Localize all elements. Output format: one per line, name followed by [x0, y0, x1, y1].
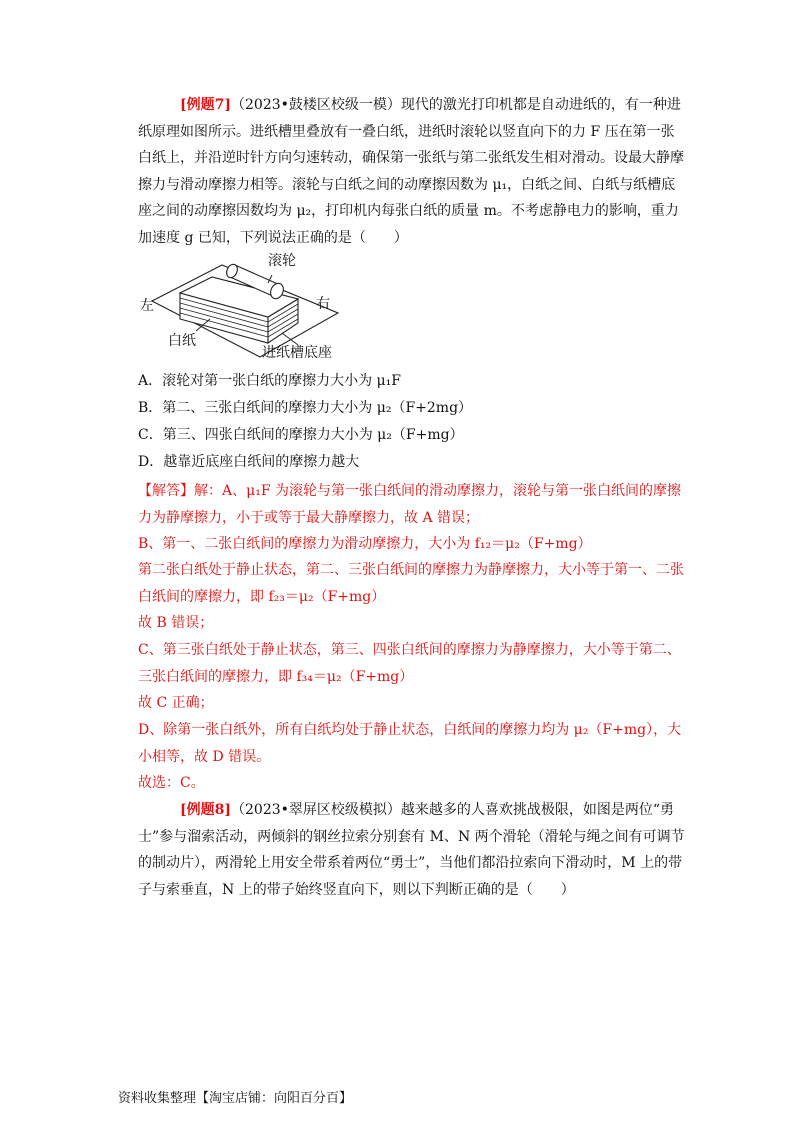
answer-b1: B、第一、二张白纸间的摩擦力为滑动摩擦力，大小为 f₁₂＝μ₂（F+mg）	[138, 536, 592, 552]
example8-text: （2023•翠屏区校级模拟）越来越多的人喜欢挑战极限，如图是两位“勇士”参与溜索活动，两倾斜的钢丝拉索分别套有 M、N 两个滑轮（滑轮与绳之间有可调节的制动片），两滑轮上用安全带系着两位“勇士”，当他们都沿拉索向下滑动时，M 上的带子与索垂直，N 上的带子始终竖直向下，则以下判断正确的是（ ）	[138, 802, 685, 898]
answer-c1: C、第三张白纸处于静止状态，第三、四张白纸间的摩擦力为静摩擦力，大小等于第二、三张白纸间的摩擦力，即 f₃₄＝μ₂（F+mg）	[138, 642, 681, 685]
answer-a	[138, 478, 686, 531]
option-b: B．第二、三张白纸间的摩擦力大小为 μ₂（F+2mg）	[138, 400, 473, 416]
footer-note: 资料收集整理【淘宝店铺：向阳百分百】	[118, 1091, 353, 1106]
example7-text: （2023•鼓楼区校级一模）现代的激光打印机都是自动进纸的，有一种进纸原理如图所示。进纸槽里叠放有一叠白纸，进纸时滚轮以竖直向下的力 F 压在第一张白纸上，并沿逆时针方向匀速转动，确保第一张纸与第二张纸发生相对滑动。设最大静摩擦力与滑动摩擦力相等。滚轮与白纸之间的动摩擦因数为 μ₁，白纸之间、白纸与纸槽底座之间的动摩擦因数均为 μ₂，打印机内每张白纸的质量 m。不考虑静电力的影响，重力加速度 g 已知，下列说法正确的是（ ）	[138, 97, 684, 246]
example7-tag: [例题7]	[180, 97, 231, 113]
option-d: D．越靠近底座白纸间的摩擦力越大	[138, 454, 360, 470]
roller-label: 滚轮	[268, 253, 296, 269]
paper-feeder-figure	[140, 253, 340, 363]
paper-label: 白纸	[168, 333, 196, 349]
base-label: 进纸槽底座	[262, 345, 332, 361]
answer-tag: 【解答】	[138, 483, 194, 499]
example8-question	[138, 797, 686, 903]
answer-choice: 故选：C。	[138, 775, 205, 791]
right-label: 右	[316, 296, 330, 312]
option-a: A．滚轮对第一张白纸的摩擦力大小为 μ₁F	[138, 373, 401, 389]
example8-tag: [例题8]	[180, 802, 231, 818]
answer-b3: 故 B 错误；	[138, 615, 214, 631]
answer-a-text: 解：A、μ₁F 为滚轮与第一张白纸间的滑动摩擦力，滚轮与第一张白纸间的摩擦力为静摩擦力，小于或等于最大静摩擦力，故 A 错误；	[138, 483, 681, 526]
answer-d: D、除第一张白纸外，所有白纸均处于静止状态，白纸间的摩擦力均为 μ₂（F+mg），大小相等，故 D 错误。	[138, 722, 682, 765]
option-c: C．第三、四张白纸间的摩擦力大小为 μ₂（F+mg）	[138, 427, 464, 443]
answer-c2: 故 C 正确；	[138, 695, 214, 711]
left-label: 左	[140, 298, 154, 314]
example7-question	[138, 92, 686, 251]
answer-b2: 第二张白纸处于静止状态，第二、三张白纸间的摩擦力为静摩擦力，大小等于第一、二张白纸间的摩擦力，即 f₂₃＝μ₂（F+mg）	[138, 562, 684, 605]
